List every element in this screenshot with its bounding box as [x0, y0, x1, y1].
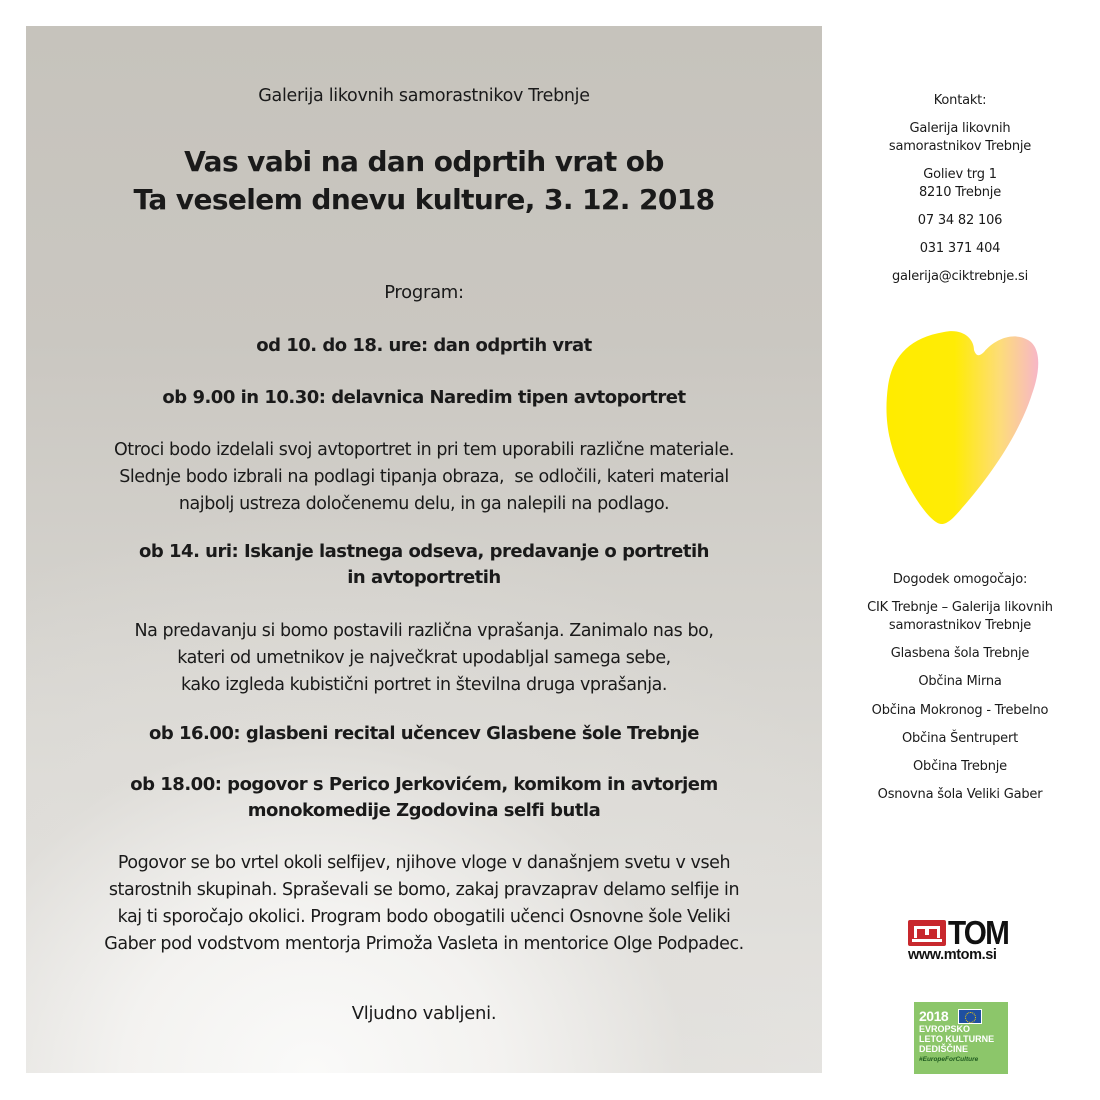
closing-text: Vljudno vabljeni.	[351, 1003, 497, 1024]
sponsor-item: Občina Trebnje	[913, 759, 1007, 774]
mtom-url: www.mtom.si	[908, 947, 997, 963]
sponsor-item: Osnovna šola Veliki Gaber	[877, 787, 1043, 802]
invitation-title	[26, 143, 822, 219]
sponsor-item: Glasbena šola Trebnje	[890, 646, 1030, 661]
heading-line: ob 16.00: glasbeni recital učencev Glasbene šole Trebnje	[148, 723, 700, 744]
contact-address	[840, 166, 1080, 202]
program-item-heading	[26, 721, 822, 747]
program-item-heading	[26, 772, 822, 824]
heart-shape	[886, 331, 1038, 524]
eu-line: LETO KULTURNE	[919, 1034, 995, 1044]
european-year-cultural-heritage-logo	[914, 1002, 1008, 1074]
text-line: kateri od umetnikov je največkrat upodabljal samega sebe,	[177, 648, 671, 668]
sponsor-item: Občina Mirna	[918, 674, 1002, 689]
organizer-name: Galerija likovnih samorastnikov Trebnje	[258, 86, 590, 106]
heart-icon	[884, 324, 1040, 530]
heading-line: od 10. do 18. ure: dan odprtih vrat	[256, 335, 592, 356]
text-line: Gaber pod vodstvom mentorja Primoža Vasleta in mentorice Olge Podpadec.	[104, 934, 744, 954]
program-item-description	[26, 437, 822, 518]
text-line: Otroci bodo izdelali svoj avtoportret in pri tem uporabili različne materiale.	[113, 440, 735, 460]
invitation-panel	[26, 26, 822, 1073]
eu-year: 2018	[919, 1008, 949, 1024]
text-line: starostnih skupinah. Spraševali se bomo, zakaj pravzaprav delamo selfije in	[108, 880, 740, 900]
eu-line: DEDIŠČINE	[919, 1044, 969, 1054]
program-item-description	[26, 618, 822, 699]
title-line: Vas vabi na dan odprtih vrat ob	[184, 145, 664, 178]
sponsors-label: Dogodek omogočajo:	[892, 572, 1028, 587]
sponsor-line: CIK Trebnje – Galerija likovnih	[867, 600, 1053, 615]
contact-label: Kontakt:	[933, 93, 987, 108]
sponsor-item: Občina Mokronog - Trebelno	[871, 703, 1049, 718]
contact-name	[840, 120, 1080, 156]
heading-line: ob 9.00 in 10.30: delavnica Naredim tipen avtoportret	[162, 387, 686, 408]
title-line: Ta veselem dnevu kulture, 3. 12. 2018	[133, 183, 715, 216]
mtom-name: TOM	[948, 914, 1009, 951]
program-item-heading	[26, 539, 822, 591]
text-line: Pogovor se bo vrtel okoli selfijev, njihove vloge v današnjem svetu v vseh	[117, 853, 731, 873]
sponsor-line: samorastnikov Trebnje	[888, 618, 1032, 633]
heading-line: ob 14. uri: Iskanje lastnega odseva, predavanje o portretih	[139, 541, 709, 562]
address-line: Goliev trg 1	[923, 167, 997, 182]
eu-flag-icon	[958, 1009, 982, 1024]
text-line: kako izgleda kubistični portret in številna druga vprašanja.	[181, 675, 667, 695]
program-item-heading	[26, 333, 822, 359]
text-line: najbolj ustreza določenemu delu, in ga nalepili na podlago.	[178, 494, 670, 514]
contact-mobile[interactable]: 031 371 404	[919, 241, 1001, 256]
eu-line: EVROPSKO	[919, 1024, 971, 1034]
contact-email[interactable]: galerija@ciktrebnje.si	[891, 269, 1029, 284]
address-line: 8210 Trebnje	[918, 185, 1001, 200]
text-line: Slednje bodo izbrali na podlagi tipanja obraza, se odločili, kateri material	[119, 467, 729, 487]
heading-line: in avtoportretih	[347, 567, 501, 588]
heading-line: ob 18.00: pogovor s Perico Jerkovićem, komikom in avtorjem	[130, 774, 718, 795]
sponsor-item	[840, 599, 1080, 635]
contact-name-line: samorastnikov Trebnje	[888, 139, 1032, 154]
mtom-m-icon	[908, 920, 946, 946]
heading-line: monokomedije Zgodovina selfi butla	[247, 800, 601, 821]
sponsor-item: Občina Šentrupert	[901, 731, 1019, 746]
mtom-logo[interactable]	[908, 914, 1014, 966]
contact-phone[interactable]: 07 34 82 106	[917, 213, 1003, 228]
contact-name-line: Galerija likovnih	[909, 121, 1011, 136]
program-item-description	[26, 850, 822, 958]
eu-hashtag: #EuropeForCulture	[919, 1056, 979, 1063]
program-item-heading	[26, 385, 822, 411]
text-line: kaj ti sporočajo okolici. Program bodo obogatili učenci Osnovne šole Veliki	[117, 907, 731, 927]
program-label: Program:	[384, 282, 464, 303]
text-line: Na predavanju si bomo postavili različna vprašanja. Zanimalo nas bo,	[134, 621, 714, 641]
